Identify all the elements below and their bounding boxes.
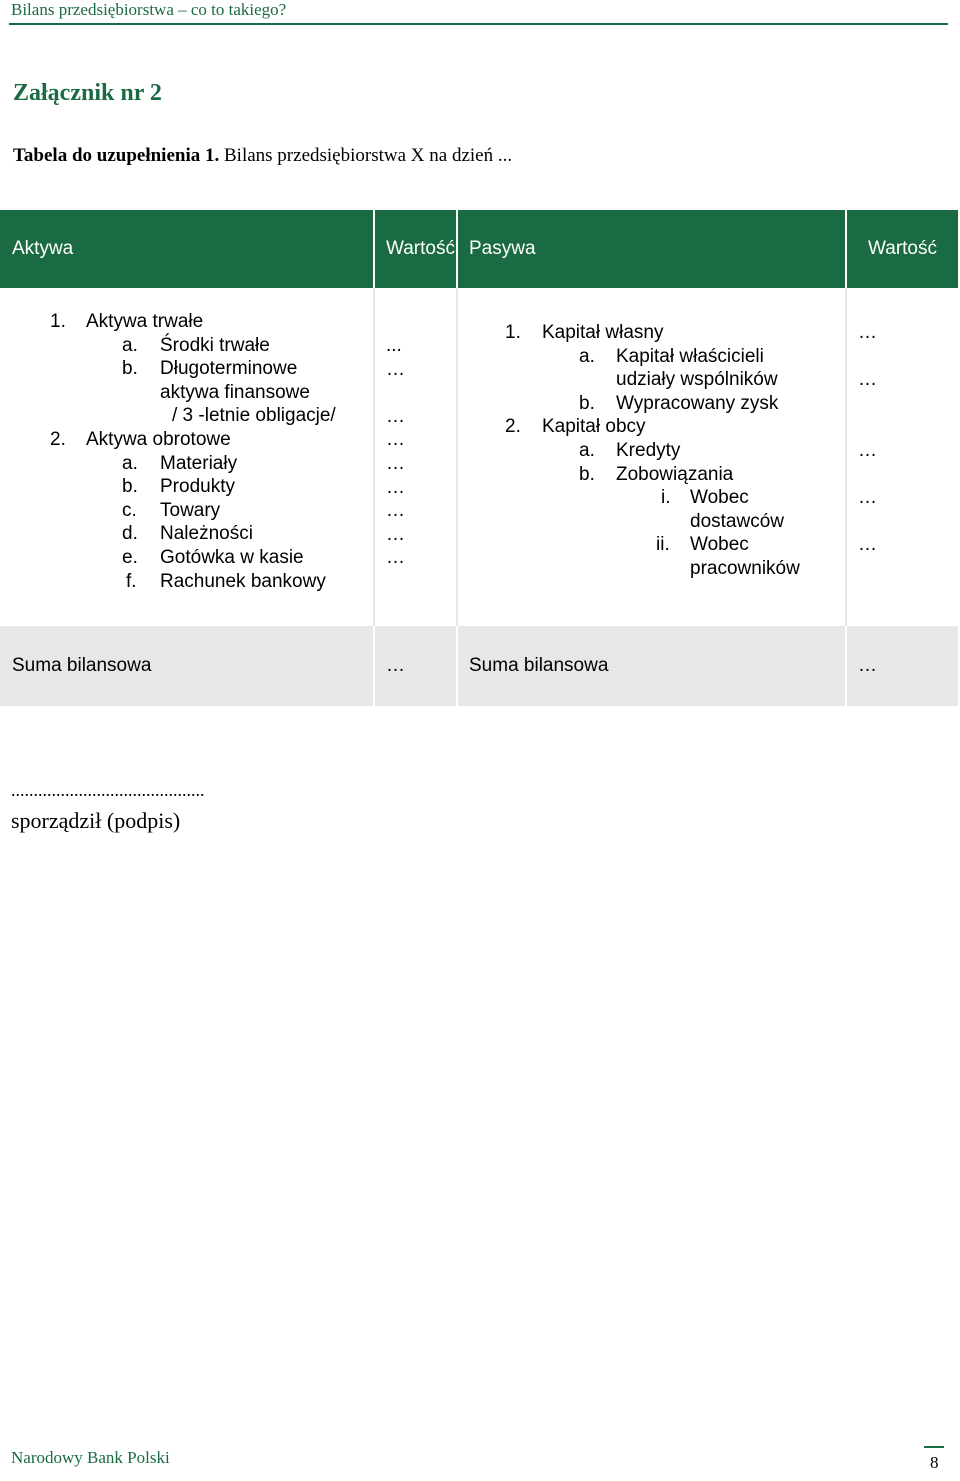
asset-value: … (386, 547, 405, 569)
list-item: a. Kredyty (579, 439, 681, 461)
balance-table (0, 210, 958, 706)
list-item: b. Wypracowany zysk (579, 392, 779, 414)
table-sum-row (0, 626, 958, 706)
liability-value: … (858, 322, 877, 343)
header-rule (9, 23, 948, 25)
list-item: d. Należności (122, 523, 253, 545)
liability-value: … (858, 369, 877, 391)
list-item: b. Zobowiązania (579, 463, 734, 485)
list-item: i. Wobec (661, 487, 749, 509)
sum-value-assets: … (373, 626, 456, 706)
asset-value: … (386, 452, 405, 474)
asset-value: … (386, 405, 405, 427)
asset-values-list (386, 288, 456, 570)
liability-value (858, 510, 958, 534)
liability-value: … (858, 487, 877, 509)
liability-values-cell (845, 288, 958, 626)
header-wartosc-assets: Wartość (373, 210, 456, 288)
list-item: 2. Kapitał obcy (505, 416, 646, 438)
sum-label-assets: Suma bilansowa (12, 655, 152, 676)
asset-value (386, 381, 456, 405)
list-item: ii. Wobec (656, 534, 749, 556)
list-item: f. Rachunek bankowy (126, 570, 326, 592)
list-item: b. Produkty (122, 476, 235, 498)
liability-values-list (858, 288, 958, 557)
table-caption-number: Tabela do uzupełnienia 1. (13, 145, 220, 166)
page-number: 8 (930, 1453, 939, 1472)
running-header: Bilans przedsiębiorstwa – co to takiego? (11, 0, 287, 19)
liabilities-cell (456, 288, 845, 626)
asset-value: … (386, 429, 405, 451)
liability-value (858, 345, 958, 369)
list-item: 1. Aktywa trwałe (50, 311, 204, 332)
footer-rule (924, 1446, 944, 1448)
list-item: / 3 -letnie obligacje/ (172, 405, 336, 427)
attachment-title: Załącznik nr 2 (13, 80, 162, 106)
list-item: aktywa finansowe (160, 381, 310, 403)
sum-label-liabilities: Suma bilansowa (456, 626, 845, 706)
signature-label: sporządził (podpis) (11, 808, 181, 833)
list-item: 2. Aktywa obrotowe (50, 428, 231, 450)
list-item: a. Materiały (122, 452, 238, 474)
sum-value-liabilities: … (845, 626, 958, 706)
asset-values-cell (373, 288, 456, 626)
asset-value: … (386, 523, 405, 545)
header-pasywa: Pasywa (456, 210, 845, 288)
list-item: c. Towary (122, 499, 221, 521)
header-wartosc-liabilities: Wartość (845, 210, 958, 288)
list-item: a. Kapitał właścicieli (579, 345, 764, 367)
list-item: pracowników (690, 557, 800, 579)
liability-value (858, 463, 958, 487)
table-caption-text: Bilans przedsiębiorstwa X na dzień ... (219, 145, 513, 166)
assets-list (12, 288, 373, 593)
list-item: 1. Kapitał własny (505, 322, 664, 343)
table-body-row (0, 288, 958, 626)
asset-value: … (386, 500, 405, 522)
list-item: a. Środki trwałe (122, 334, 270, 356)
liabilities-list (469, 288, 845, 581)
asset-value: … (386, 358, 405, 380)
asset-value: ... (386, 335, 402, 356)
signature-line: ........................................... (11, 780, 205, 800)
list-item: b. Długoterminowe (122, 358, 298, 380)
liability-value: … (858, 534, 877, 556)
list-item: udziały wspólników (616, 369, 778, 391)
table-header-row (0, 210, 958, 288)
liability-value (858, 415, 958, 439)
header-aktywa: Aktywa (12, 238, 74, 259)
assets-cell (0, 288, 373, 626)
list-item: dostawców (690, 510, 784, 532)
footer-bank-name: Narodowy Bank Polski (11, 1448, 170, 1467)
asset-value: … (386, 476, 405, 498)
list-item: e. Gotówka w kasie (122, 546, 304, 568)
table-caption (13, 145, 512, 167)
liability-value: … (858, 439, 877, 461)
liability-value (858, 392, 958, 416)
